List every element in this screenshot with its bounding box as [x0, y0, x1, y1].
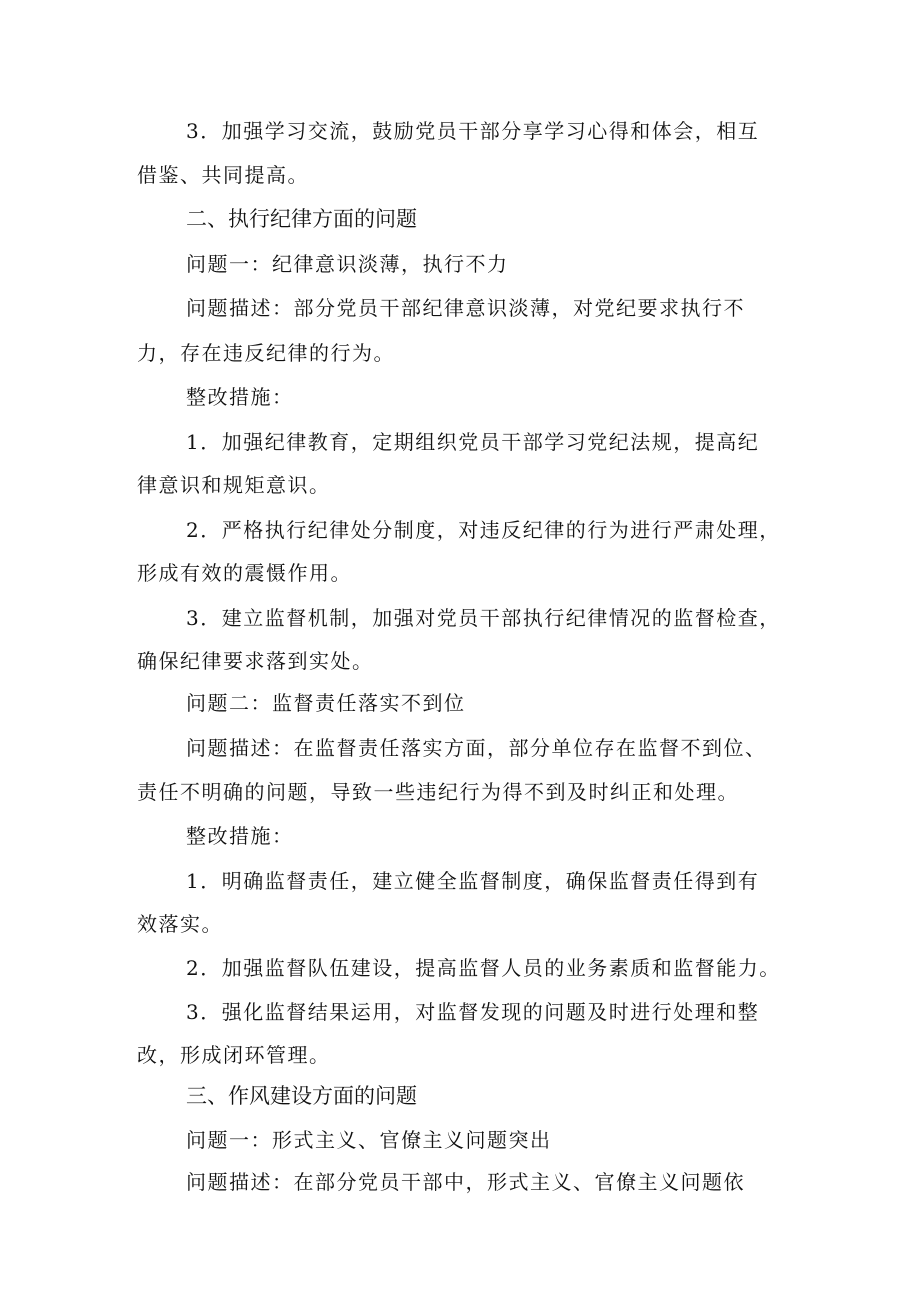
subheading: 整改措施： [186, 385, 294, 409]
paragraph-line: 确保纪律要求落到实处。 [137, 649, 374, 673]
paragraph-line: 形成有效的震慑作用。 [137, 561, 352, 585]
list-item: 2．加强监督队伍建设，提高监督人员的业务素质和监督能力。 [186, 956, 781, 980]
paragraph-line: 问题描述：在部分党员干部中，形式主义、官僚主义问题依 [186, 1170, 745, 1194]
paragraph-line: 借鉴、共同提高。 [137, 163, 309, 187]
issue-title: 问题一：纪律意识淡薄，执行不力 [186, 252, 509, 276]
section-heading: 三、作风建设方面的问题 [186, 1084, 417, 1108]
list-item: 1．加强纪律教育，定期组织党员干部学习党纪法规，提高纪 [186, 430, 760, 454]
paragraph-line: 效落实。 [137, 912, 223, 936]
paragraph-line: 律意识和规矩意识。 [137, 473, 331, 497]
list-item: 3．强化监督结果运用，对监督发现的问题及时进行处理和整 [186, 1000, 760, 1024]
paragraph-line: 改，形成闭环管理。 [137, 1043, 331, 1067]
issue-title: 问题一：形式主义、官僚主义问题突出 [186, 1128, 552, 1152]
paragraph-line: 责任不明确的问题，导致一些违纪行为得不到及时纠正和处理。 [137, 780, 739, 804]
list-item: 2．严格执行纪律处分制度，对违反纪律的行为进行严肃处理， [186, 518, 781, 542]
issue-title: 问题二：监督责任落实不到位 [186, 691, 466, 715]
paragraph-line: 3．加强学习交流，鼓励党员干部分享学习心得和体会，相互 [186, 119, 760, 143]
paragraph-line: 问题描述：部分党员干部纪律意识淡薄，对党纪要求执行不 [186, 296, 745, 320]
list-item: 1．明确监督责任，建立健全监督制度，确保监督责任得到有 [186, 869, 760, 893]
list-item: 3．建立监督机制，加强对党员干部执行纪律情况的监督检查， [186, 606, 781, 630]
paragraph-line: 问题描述：在监督责任落实方面，部分单位存在监督不到位、 [186, 736, 767, 760]
paragraph-line: 力，存在违反纪律的行为。 [137, 341, 395, 365]
section-heading: 二、执行纪律方面的问题 [186, 207, 417, 231]
subheading: 整改措施： [186, 824, 294, 848]
